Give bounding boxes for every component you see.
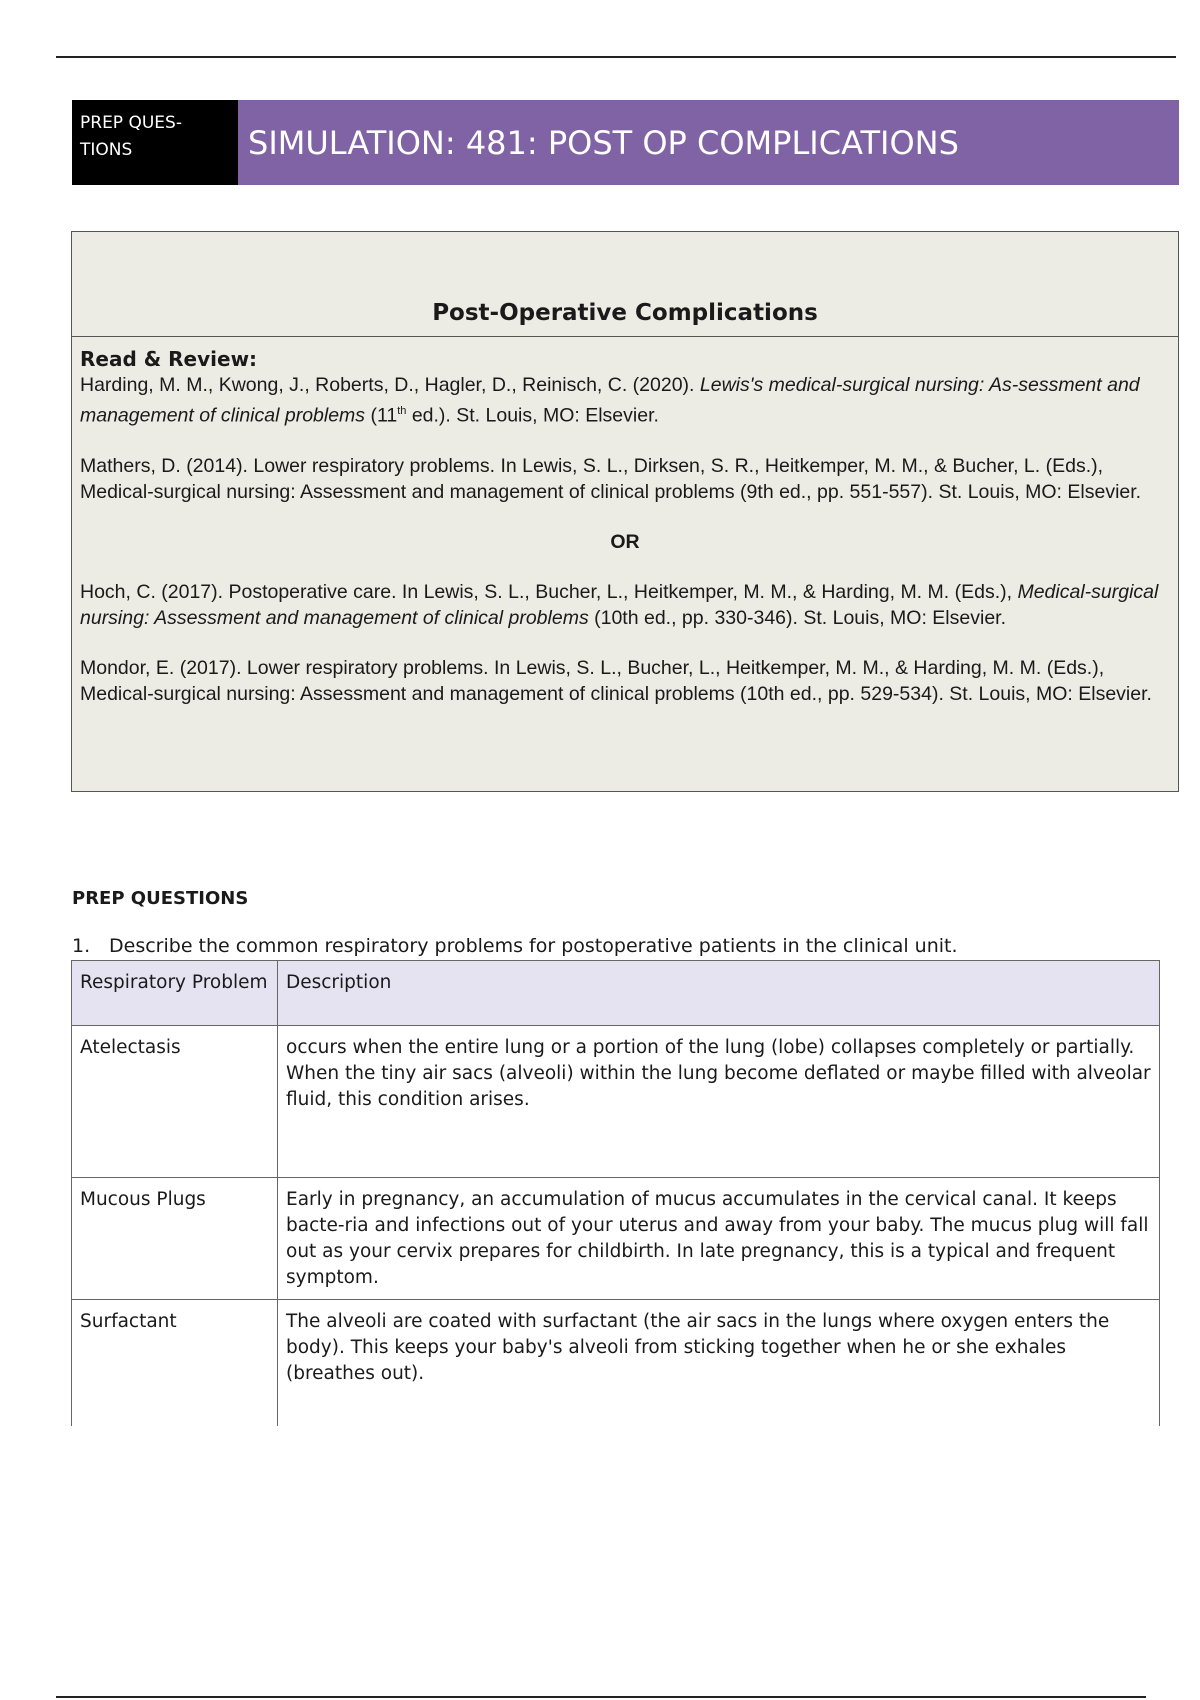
read-review-label: Read & Review: — [80, 347, 258, 371]
table-row — [72, 1178, 1160, 1300]
problem-cell: Mucous Plugs — [72, 1178, 278, 1300]
reference-list — [72, 337, 1178, 707]
description-cell: The alveoli are coated with surfactant (the air sacs in the lungs where oxygen enters the body). This keeps your baby's alveoli from sticking together when he or she exhales (breathes out). — [278, 1300, 1160, 1426]
question-1 — [72, 935, 958, 957]
reference-hoch: Hoch, C. (2017). Postoperative care. In Lewis, S. L., Bucher, L., Heitkemper, M. M., & Harding, M. M. (Eds.), Medical-surgical nursing: Assessment and management of clinical problems (10th ed., pp. 330-346). St. Louis, MO: Elsevier. — [80, 580, 1159, 629]
reference-box-title: Post-Operative Complications — [72, 232, 1178, 337]
table-header-row — [72, 961, 1160, 1026]
prep-questions-heading: PREP QUESTIONS — [72, 888, 249, 909]
header-description: Description — [278, 961, 1160, 1026]
table-row — [72, 1026, 1160, 1178]
problem-cell: Surfactant — [72, 1300, 278, 1426]
page-title: SIMULATION: 481: POST OP COMPLICATIONS — [238, 100, 1179, 185]
or-separator: OR — [610, 530, 640, 553]
question-number: 1. — [72, 935, 91, 957]
question-text: Describe the common respiratory problems for postoperative patients in the clinical unit. — [109, 935, 958, 957]
reference-mondor: Mondor, E. (2017). Lower respiratory problems. In Lewis, S. L., Bucher, L., Heitkemper, M. M., & Harding, M. M. (Eds.), Medical-surgical nursing: Assessment and management of clinical problems (10th ed., pp. 529-534). St. Louis, MO: Elsevier. — [80, 656, 1152, 705]
table-row — [72, 1300, 1160, 1426]
respiratory-problems-table — [71, 960, 1160, 1426]
problem-cell: Atelectasis — [72, 1026, 278, 1178]
title-banner — [72, 100, 1179, 185]
bottom-divider — [56, 1696, 1146, 1698]
header-respiratory-problem: Respiratory Problem — [72, 961, 278, 1026]
reading-references-box — [71, 231, 1179, 792]
reference-mathers: Mathers, D. (2014). Lower respiratory problems. In Lewis, S. L., Dirksen, S. R., Heitkemper, M. M., & Bucher, L. (Eds.), Medical-surgical nursing: Assessment and management of clinical problems (9th ed., pp. 551-557). St. Louis, MO: Elsevier. — [80, 454, 1142, 503]
reference-harding: Harding, M. M., Kwong, J., Roberts, D., Hagler, D., Reinisch, C. (2020). Lewis's medical-surgical nursing: As-sessment and management of clinical problems (11th ed.). St. Louis, MO: Elsevier. — [80, 374, 1140, 427]
description-cell: occurs when the entire lung or a portion of the lung (lobe) collapses completely or partially. When the tiny air sacs (alveoli) within the lung become deflated or maybe filled with alveolar fluid, this condition arises. — [278, 1026, 1160, 1178]
top-divider — [56, 56, 1176, 58]
description-cell: Early in pregnancy, an accumulation of mucus accumulates in the cervical canal. It keeps bacte-ria and infections out of your uterus and away from your baby. The mucus plug will fall out as your cervix prepares for childbirth. In late pregnancy, this is a typical and frequent symptom. — [278, 1178, 1160, 1300]
banner-tag: PREP QUES- TIONS — [72, 100, 238, 185]
